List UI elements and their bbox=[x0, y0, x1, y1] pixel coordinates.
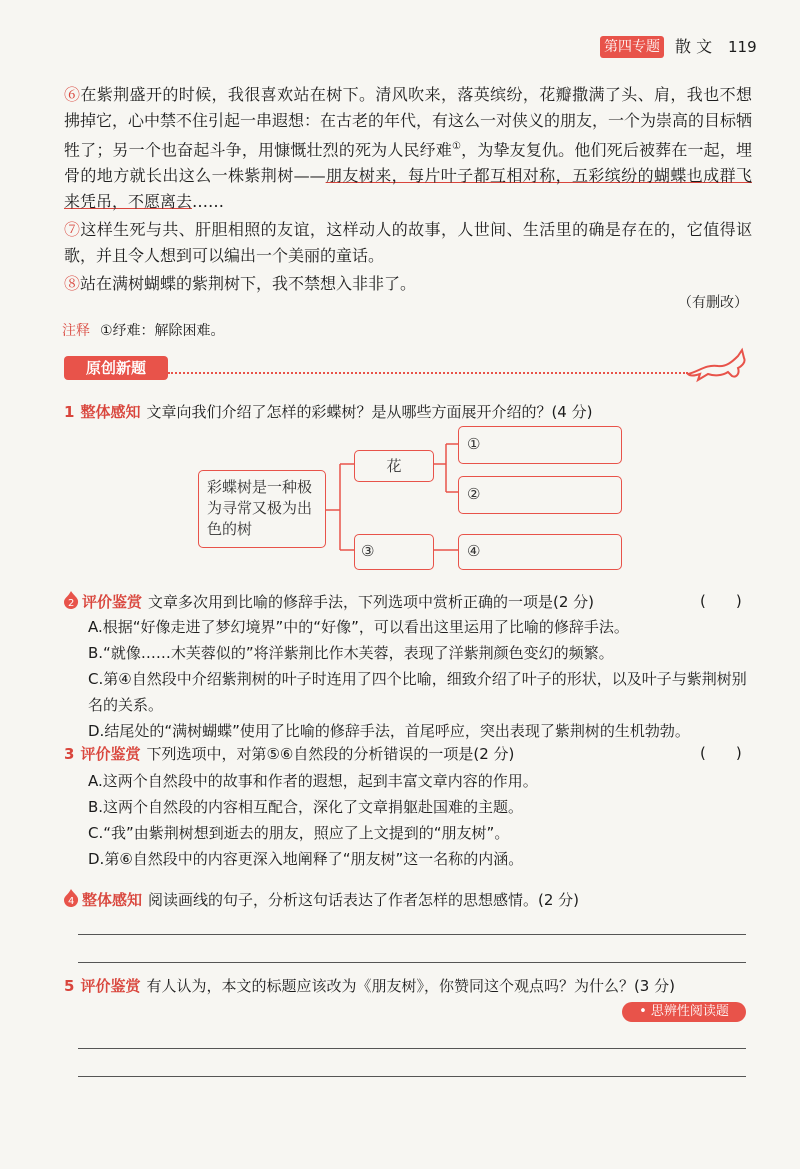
paragraph-6: ⑥在紫荆盛开的时候，我很喜欢站在树下。清风吹来，落英缤纷，花瓣撒满了头、肩，我也不想拂掉它，心中禁不住引起一串遐想：在古老的年代，有这么一对侠义的朋友，一个为崇高的目标牺牲了；另一个也奋起斗争，用慷慨壮烈的死为人民纾难①，为挚友复仇。他们死后被葬在一起，埋骨的地方就长出这么一株紫荆树——朋友树来，每片叶子都互相对称，五彩缤纷的蝴蝶也成群飞来凭吊，不愿离去…… bbox=[64, 85, 753, 212]
answer-paren-3[interactable]: ( ) bbox=[700, 744, 742, 762]
option-b[interactable]: B.这两个自然段的内容相互配合，深化了文章捐躯赴国难的主题。 bbox=[88, 798, 524, 816]
footnote: 注释 ①纾难：解除困难。 bbox=[62, 323, 225, 339]
question-4: 整体感知 阅读画线的句子，分析这句话表达了作者怎样的思想感情。(2 分) bbox=[82, 891, 580, 909]
diagram-blank-1[interactable]: ① bbox=[458, 426, 622, 464]
section-title: 散 文 bbox=[675, 37, 713, 56]
paragraph-8: ⑧站在满树蝴蝶的紫荆树下，我不禁想入非非了。 bbox=[64, 274, 417, 294]
question-3: 3 评价鉴赏 下列选项中，对第⑤⑥自然段的分析错误的一项是(2 分) bbox=[64, 745, 515, 763]
answer-line[interactable] bbox=[78, 1076, 746, 1077]
question-2: 评价鉴赏 文章多次用到比喻的修辞手法，下列选项中赏析正确的一项是(2 分) bbox=[82, 593, 595, 611]
option-a[interactable]: A.根据“好像走进了梦幻境界”中的“好像”，可以看出这里运用了比喻的修辞手法。 bbox=[88, 618, 629, 636]
svg-text:4: 4 bbox=[68, 896, 75, 907]
diagram-blank-2[interactable]: ② bbox=[458, 476, 622, 514]
question-5: 5 评价鉴赏 有人认为，本文的标题应该改为《朋友树》，你赞同这个观点吗？为什么？(3 分) bbox=[64, 977, 675, 995]
diagram-flower-box: 花 bbox=[354, 450, 434, 482]
banner-divider bbox=[168, 372, 688, 374]
underlined-sentence: 朋友树来，每片叶子都互相对称，五彩缤纷的蝴蝶也成群飞来凭吊，不愿离去 bbox=[64, 166, 752, 212]
diagram-blank-4[interactable]: ④ bbox=[458, 534, 622, 570]
option-a[interactable]: A.这两个自然段中的故事和作者的遐想，起到丰富文章内容的作用。 bbox=[88, 772, 538, 790]
option-d[interactable]: D.第⑥自然段中的内容更深入地阐释了“朋友树”这一名称的内涵。 bbox=[88, 850, 524, 868]
key-question-flame-icon bbox=[62, 590, 80, 610]
option-d[interactable]: D.结尾处的“满树蝴蝶”使用了比喻的修辞手法，首尾呼应，突出表现了紫荆树的生机勃勃。 bbox=[88, 722, 690, 740]
svg-text:2: 2 bbox=[68, 598, 75, 609]
q3-options bbox=[88, 768, 748, 872]
section-banner: 原创新题 bbox=[64, 356, 168, 380]
diagram-blank-3[interactable]: ③ bbox=[354, 534, 434, 570]
page-number: 119 bbox=[728, 38, 757, 56]
revised-note: （有删改） bbox=[678, 295, 748, 311]
answer-line[interactable] bbox=[78, 962, 746, 963]
paragraph-7: ⑦这样生死与共、肝胆相照的友谊，这样动人的故事，人世间、生活里的确是存在的，它值得讴歌，并且令人想到可以编出一个美丽的童话。 bbox=[64, 220, 752, 266]
q2-options bbox=[88, 614, 748, 744]
option-c[interactable]: C.第④自然段中介绍紫荆树的叶子时连用了四个比喻，细致介绍了叶子的形状，以及叶子与紫荆树别名的关系。 bbox=[88, 670, 747, 714]
topic-tag: 第四专题 bbox=[600, 36, 664, 58]
answer-line[interactable] bbox=[78, 1048, 746, 1049]
option-c[interactable]: C.“我”由紫荆树想到逝去的朋友，照应了上文提到的“朋友树”。 bbox=[88, 824, 510, 842]
passage bbox=[64, 82, 752, 297]
key-question-flame-icon bbox=[62, 888, 80, 908]
answer-line[interactable] bbox=[78, 934, 746, 935]
diagram-root-box: 彩蝶树是一种极为寻常又极为出色的树 bbox=[198, 470, 326, 548]
question-1: 1 整体感知 文章向我们介绍了怎样的彩蝶树？是从哪些方面展开介绍的？(4 分) bbox=[64, 403, 593, 421]
cat-icon bbox=[684, 346, 750, 386]
option-b[interactable]: B.“就像……木芙蓉似的”将洋紫荆比作木芙蓉，表现了洋紫荆颜色变幻的频繁。 bbox=[88, 644, 614, 662]
critical-reading-badge: • 思辨性阅读题 bbox=[622, 1002, 746, 1022]
answer-paren-2[interactable]: ( ) bbox=[700, 592, 742, 610]
